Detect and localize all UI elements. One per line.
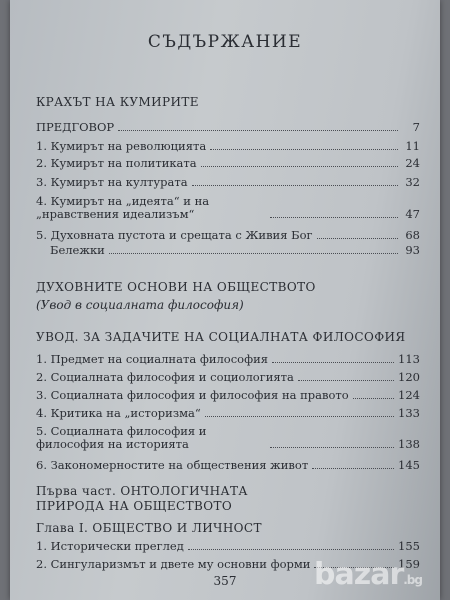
toc-entry: [36, 371, 420, 384]
toc-entry: [36, 389, 420, 402]
toc-entry-page: 7: [412, 120, 420, 134]
page-number: 357: [213, 574, 237, 588]
toc-entry: [36, 459, 420, 472]
dot-leader: [188, 549, 394, 550]
dot-leader: [298, 380, 394, 381]
dot-leader: [270, 217, 398, 218]
toc-entry-label: 2. Сингуларизмът и двете му основни форми: [36, 557, 311, 571]
watermark-suffix: .bg: [403, 573, 422, 587]
watermark-logo: [314, 557, 422, 592]
toc-entry: [36, 540, 420, 553]
watermark-text: bazar: [314, 557, 404, 592]
dot-leader: [270, 447, 394, 448]
toc-entry-page: 124: [398, 388, 420, 402]
toc-entry: [36, 195, 420, 221]
toc-entry-page: 155: [398, 539, 420, 553]
dot-leader: [272, 362, 394, 363]
dot-leader: [192, 185, 398, 186]
toc-entry-page: 159: [398, 557, 420, 571]
toc-entry-label: 6. Закономерностите на обществения живот: [36, 458, 309, 472]
toc-entry-label: 4. Критика на „историзма“: [36, 406, 201, 420]
dot-leader: [353, 398, 394, 399]
toc-entry-preface: [36, 121, 420, 134]
book-page: [10, 0, 440, 600]
part2-subtitle: (Увод в социалната философия): [36, 298, 244, 312]
toc-entry: [36, 425, 420, 451]
toc-entry-page: 133: [398, 406, 420, 420]
toc-entry: [36, 407, 420, 420]
part1-heading: КРАХЪТ НА КУМИРИТЕ: [36, 95, 199, 109]
toc-entry: [36, 176, 420, 189]
toc-entry-page: 145: [398, 458, 420, 472]
toc-entry: [36, 140, 420, 153]
dot-leader: [205, 416, 394, 417]
toc-entry-page: 138: [398, 437, 420, 451]
dot-leader: [312, 468, 394, 469]
toc-entry: [36, 353, 420, 366]
toc-entry-label: 2. Кумирът на политиката: [36, 156, 197, 170]
chapter-heading: Глава I. ОБЩЕСТВО И ЛИЧНОСТ: [36, 521, 262, 535]
toc-entry-page: 11: [405, 139, 420, 153]
dot-leader: [118, 130, 398, 131]
dot-leader: [210, 149, 398, 150]
toc-entry-label: 5. Духовната пустота и срещата с Живия Бог: [36, 228, 313, 242]
toc-entry-label: 4. Кумирът на „идеята“ и на „нравствения идеализъм“: [36, 194, 210, 221]
toc-entry-label: ПРЕДГОВОР: [36, 120, 115, 134]
toc-entry-page: 24: [405, 156, 420, 170]
toc-entry-label: 3. Социалната философия и философия на правото: [36, 388, 349, 402]
toc-entry-label: Бележки: [50, 243, 105, 257]
part-one-heading: Първа част. ОНТОЛОГИЧНАТА ПРИРОДА НА ОБЩЕСТВОТО: [36, 484, 248, 513]
toc-entry-label: 5. Социалната философия и философия на историята: [36, 424, 207, 451]
contents-title: СЪДЪРЖАНИЕ: [147, 32, 303, 52]
toc-entry-label: 1. Предмет на социалната философия: [36, 352, 269, 366]
toc-entry-label: 1. Кумирът на революцията: [36, 139, 207, 153]
toc-entry-page: 32: [405, 175, 420, 189]
toc-entry-page: 113: [398, 352, 420, 366]
part2-heading: ДУХОВНИТЕ ОСНОВИ НА ОБЩЕСТВОТО: [36, 280, 316, 294]
toc-entry-label: 1. Исторически преглед: [36, 539, 184, 553]
dot-leader: [201, 166, 398, 167]
intro-heading: УВОД. ЗА ЗАДАЧИТЕ НА СОЦИАЛНАТА ФИЛОСОФИЯ: [36, 330, 406, 344]
toc-entry-page: 93: [405, 243, 420, 257]
dot-leader: [109, 253, 398, 254]
toc-entry: [50, 244, 420, 257]
toc-entry: [36, 157, 420, 170]
toc-entry-page: 120: [398, 370, 420, 384]
toc-entry-page: 47: [405, 207, 420, 221]
dot-leader: [317, 238, 398, 239]
toc-entry-page: 68: [405, 228, 420, 242]
toc-entry-label: 3. Кумирът на културата: [36, 175, 188, 189]
toc-entry: [36, 229, 420, 242]
toc-entry-label: 2. Социалната философия и социологията: [36, 370, 294, 384]
